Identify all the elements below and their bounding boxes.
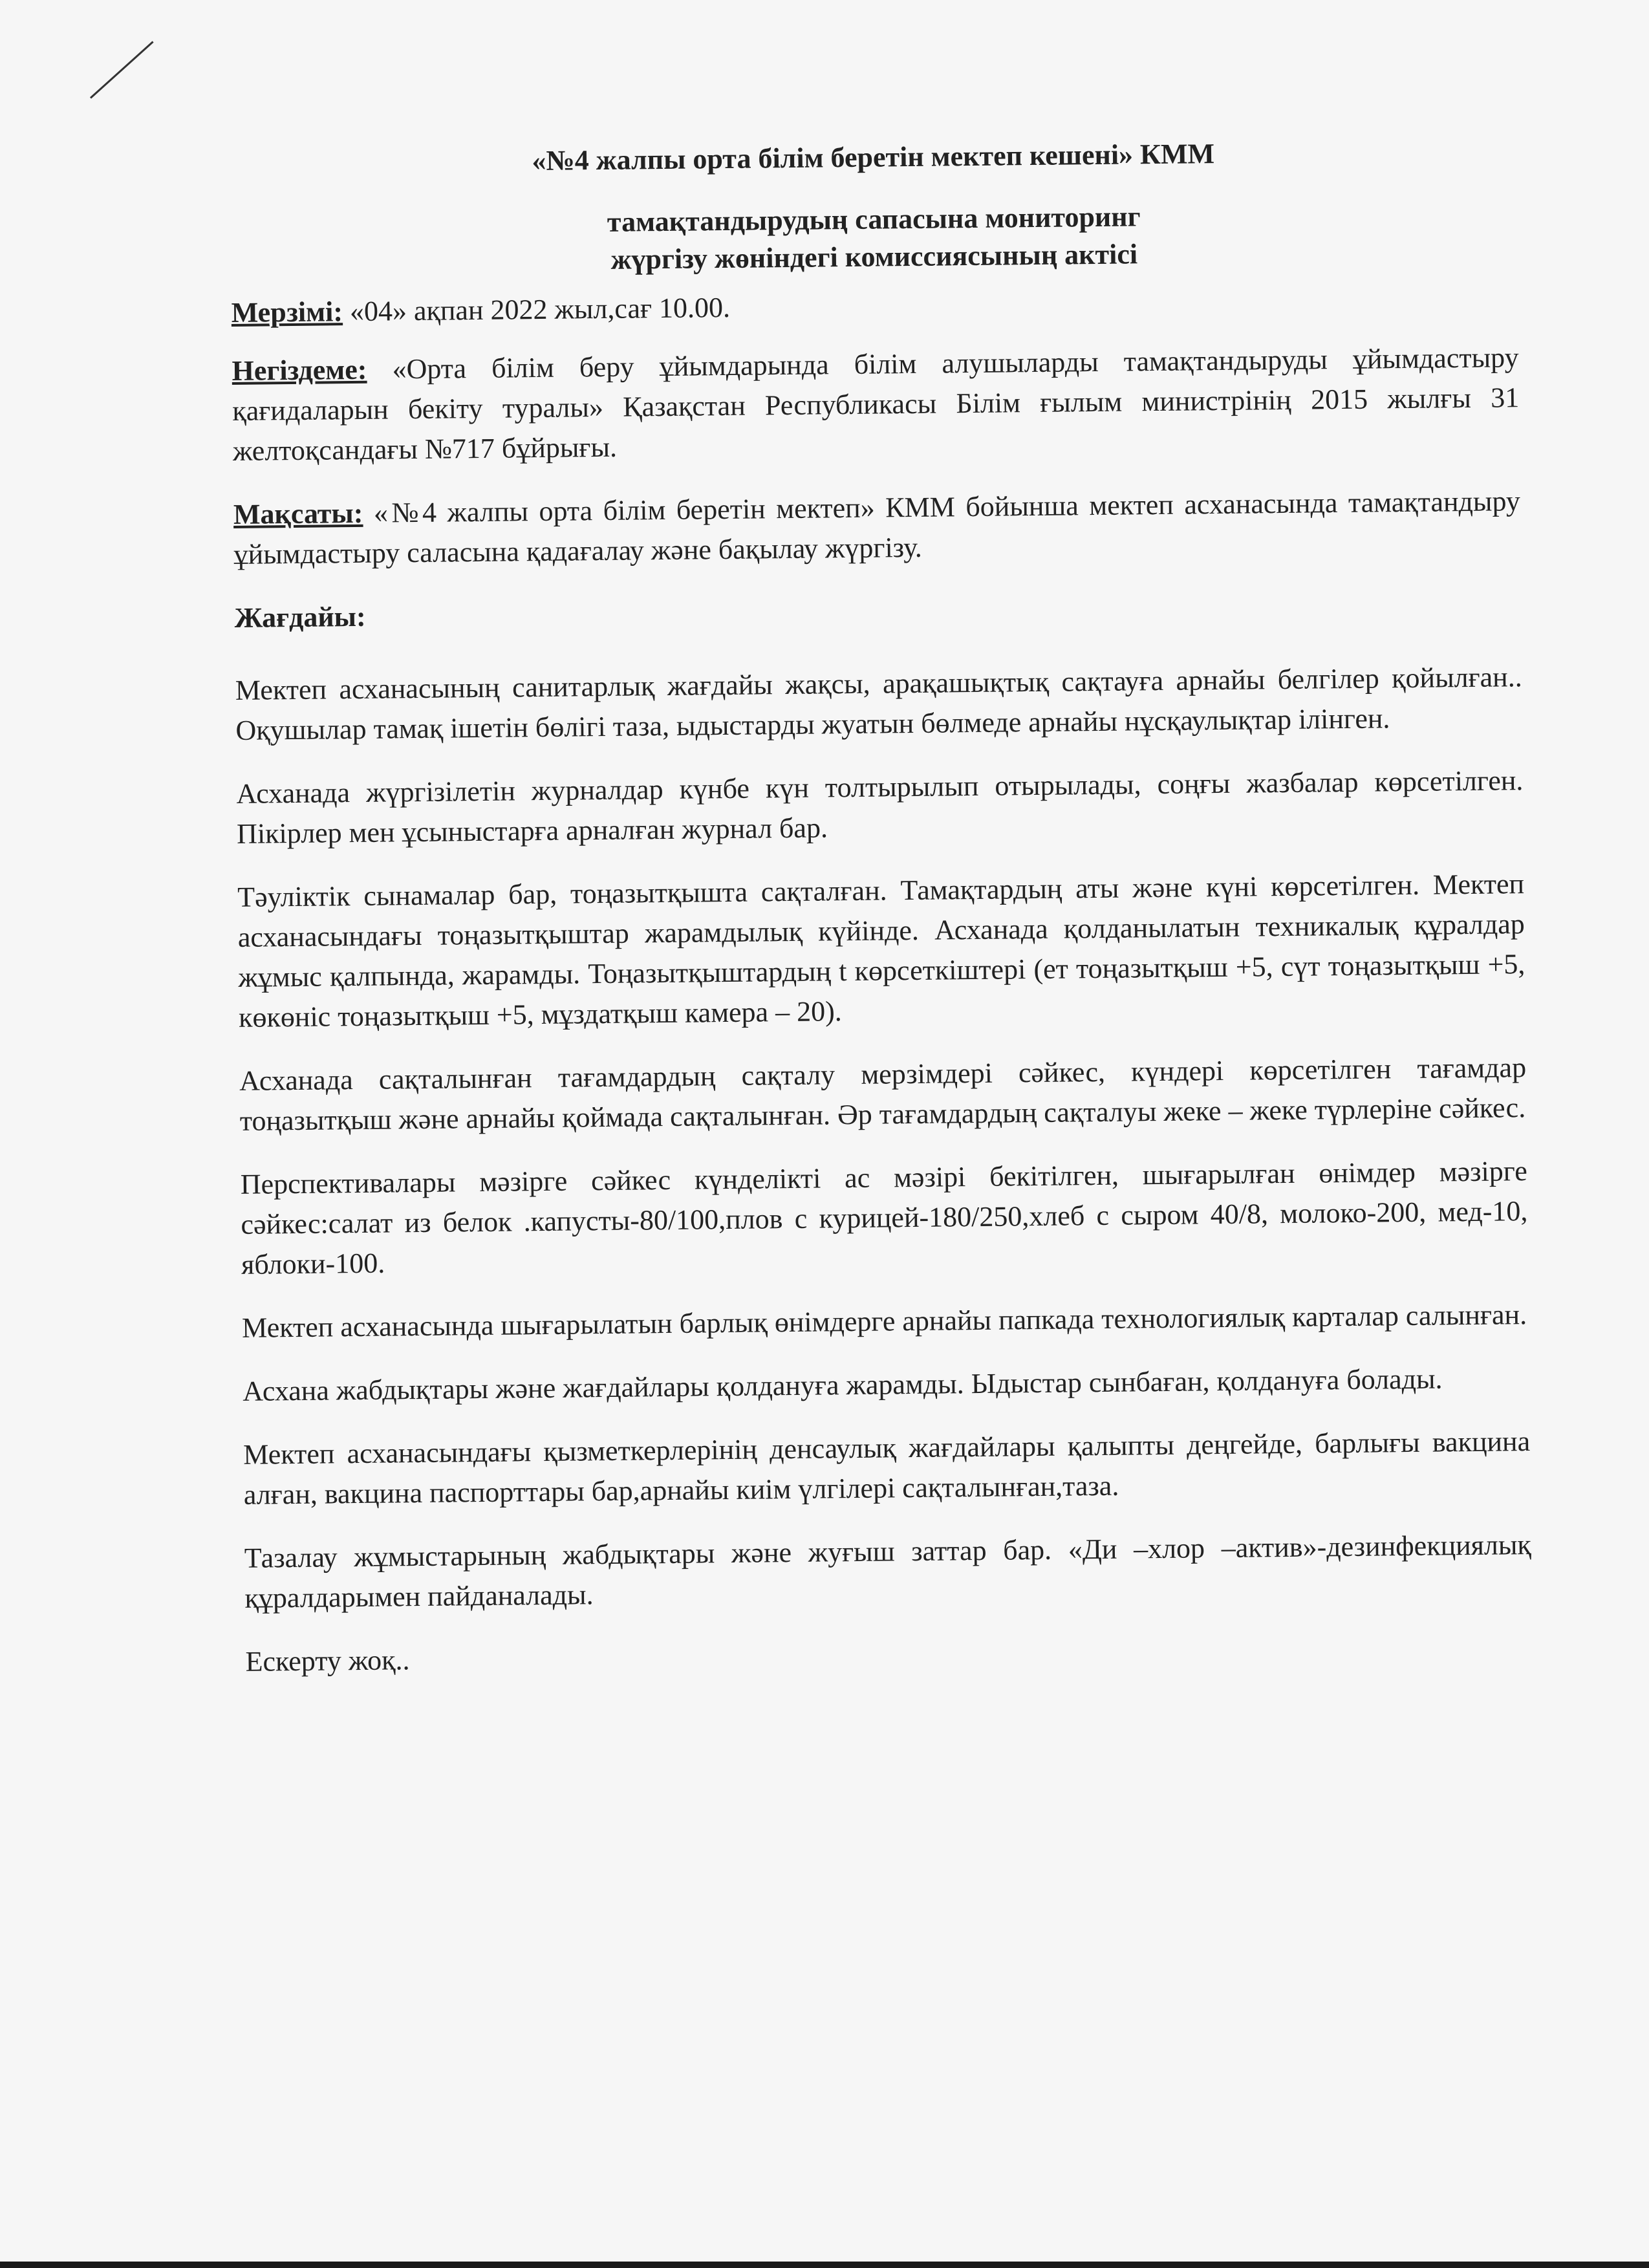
paragraph-menu: Перспективалары мәзірге сәйкес күнделікті ас мәзірі бекітілген, шығарылған өнімдер мәзірге сәйкес:салат из белок .капусты-80/100,плов с курицей-180/250,хлеб с сыром 40/8, молоко-200, мед-10, яблоки-100. <box>240 1155 1528 1280</box>
basis-text: «Орта білім беру ұйымдарында білім алушыларды тамақтандыруды ұйымдастыру қағидаларын бекіту туралы» Қазақстан Республикасы Білім ғылым министрінің 2015 жылғы 31 желтоқсандағы №717 бұйрығы. <box>232 341 1520 467</box>
paragraph-equipment: Асхана жабдықтары және жағдайлары қолдануға жарамды. Ыдыстар сынбаған, қолдануға болады. <box>242 1363 1443 1407</box>
date-label: Мерзімі: <box>231 296 343 329</box>
basis-label: Негіздеме: <box>232 353 367 387</box>
paragraph-tech-cards: Мектеп асханасында шығарылатын барлық өнімдерге арнайы папкада технологиялық карталар салынған. <box>241 1299 1527 1344</box>
goal-paragraph <box>233 481 1521 575</box>
paragraph-cleaning: Тазалау жұмыстарының жабдықтары және жуғыш заттар бар. «Ди –хлор –актив»-дезинфекциялық құралдарымен пайданалады. <box>244 1529 1532 1614</box>
paragraph-samples: Тәуліктік сынамалар бар, тоңазытқышта сақталған. Тамақтардың аты және күні көрсетілген. Мектеп асханасындағы тоңазытқыштар жарамдылық күйінде. Асханада қолданылатын техникалық құралдар жұмыс қалпында, жарамды. Тоңазытқыштардың t көрсеткіштері (ет тоңазытқыш +5, сүт тоңазытқыш +5, көкөніс тоңазытқыш +5, мұздатқыш камера – 20). <box>237 868 1525 1033</box>
pen-mark <box>90 41 154 98</box>
date-value: «04» ақпан 2022 жыл,сағ 10.00. <box>342 291 731 328</box>
goal-label: Мақсаты: <box>233 497 363 530</box>
paragraph-remarks: Ескерту жоқ.. <box>245 1644 410 1678</box>
situation-heading: Жағдайы: <box>234 600 366 634</box>
goal-text: «№4 жалпы орта білім беретін мектеп» КММ бойынша мектеп асханасында тамақтандыру ұйымдастыру саласына қадағалау және бақылау жүргізу. <box>233 485 1521 570</box>
paragraph-journals: Асханада жүргізілетін журналдар күнбе күн толтырылып отырылады, соңғы жазбалар көрсетілген. Пікірлер мен ұсыныстарға арналған журнал бар. <box>236 764 1524 850</box>
document-title-act: жүргізу жөніндегі комиссиясының актісі <box>610 238 1138 275</box>
date-line <box>231 279 1518 333</box>
paragraph-sanitary: Мектеп асханасының санитарлық жағдайы жақсы, арақашықтық сақтауға арнайы белгілер қойылған.. Оқушылар тамақ ішетін бөлігі таза, ыдыстарды жуатын бөлмеде арнайы нұсқаулықтар ілінген. <box>235 661 1522 746</box>
document-title-organization: «№4 жалпы орта білім беретін мектеп кешені» КММ <box>532 138 1215 177</box>
paragraph-staff-health: Мектеп асханасындағы қызметкерлерінің денсаулық жағдайлары қалыпты деңгейде, барлығы вакцина алған, вакцина паспорттары бар,арнайы киім үлгілері сақталынған,таза. <box>242 1425 1531 1511</box>
paragraph-storage: Асханада сақталынған тағамдардың сақталу мерзімдері сәйкес, күндері көрсетілген тағамдар тоңазытқыш және арнайы қоймада сақталынған. Әр тағамдардың сақталуы жеке – жеке түрлеріне сәйкес. <box>239 1052 1527 1137</box>
document-title-subject: тамақтандырудың сапасына мониторинг <box>607 200 1141 238</box>
basis-paragraph <box>232 338 1520 471</box>
document-body <box>230 132 1533 1705</box>
scan-bottom-edge <box>0 2262 1649 2268</box>
